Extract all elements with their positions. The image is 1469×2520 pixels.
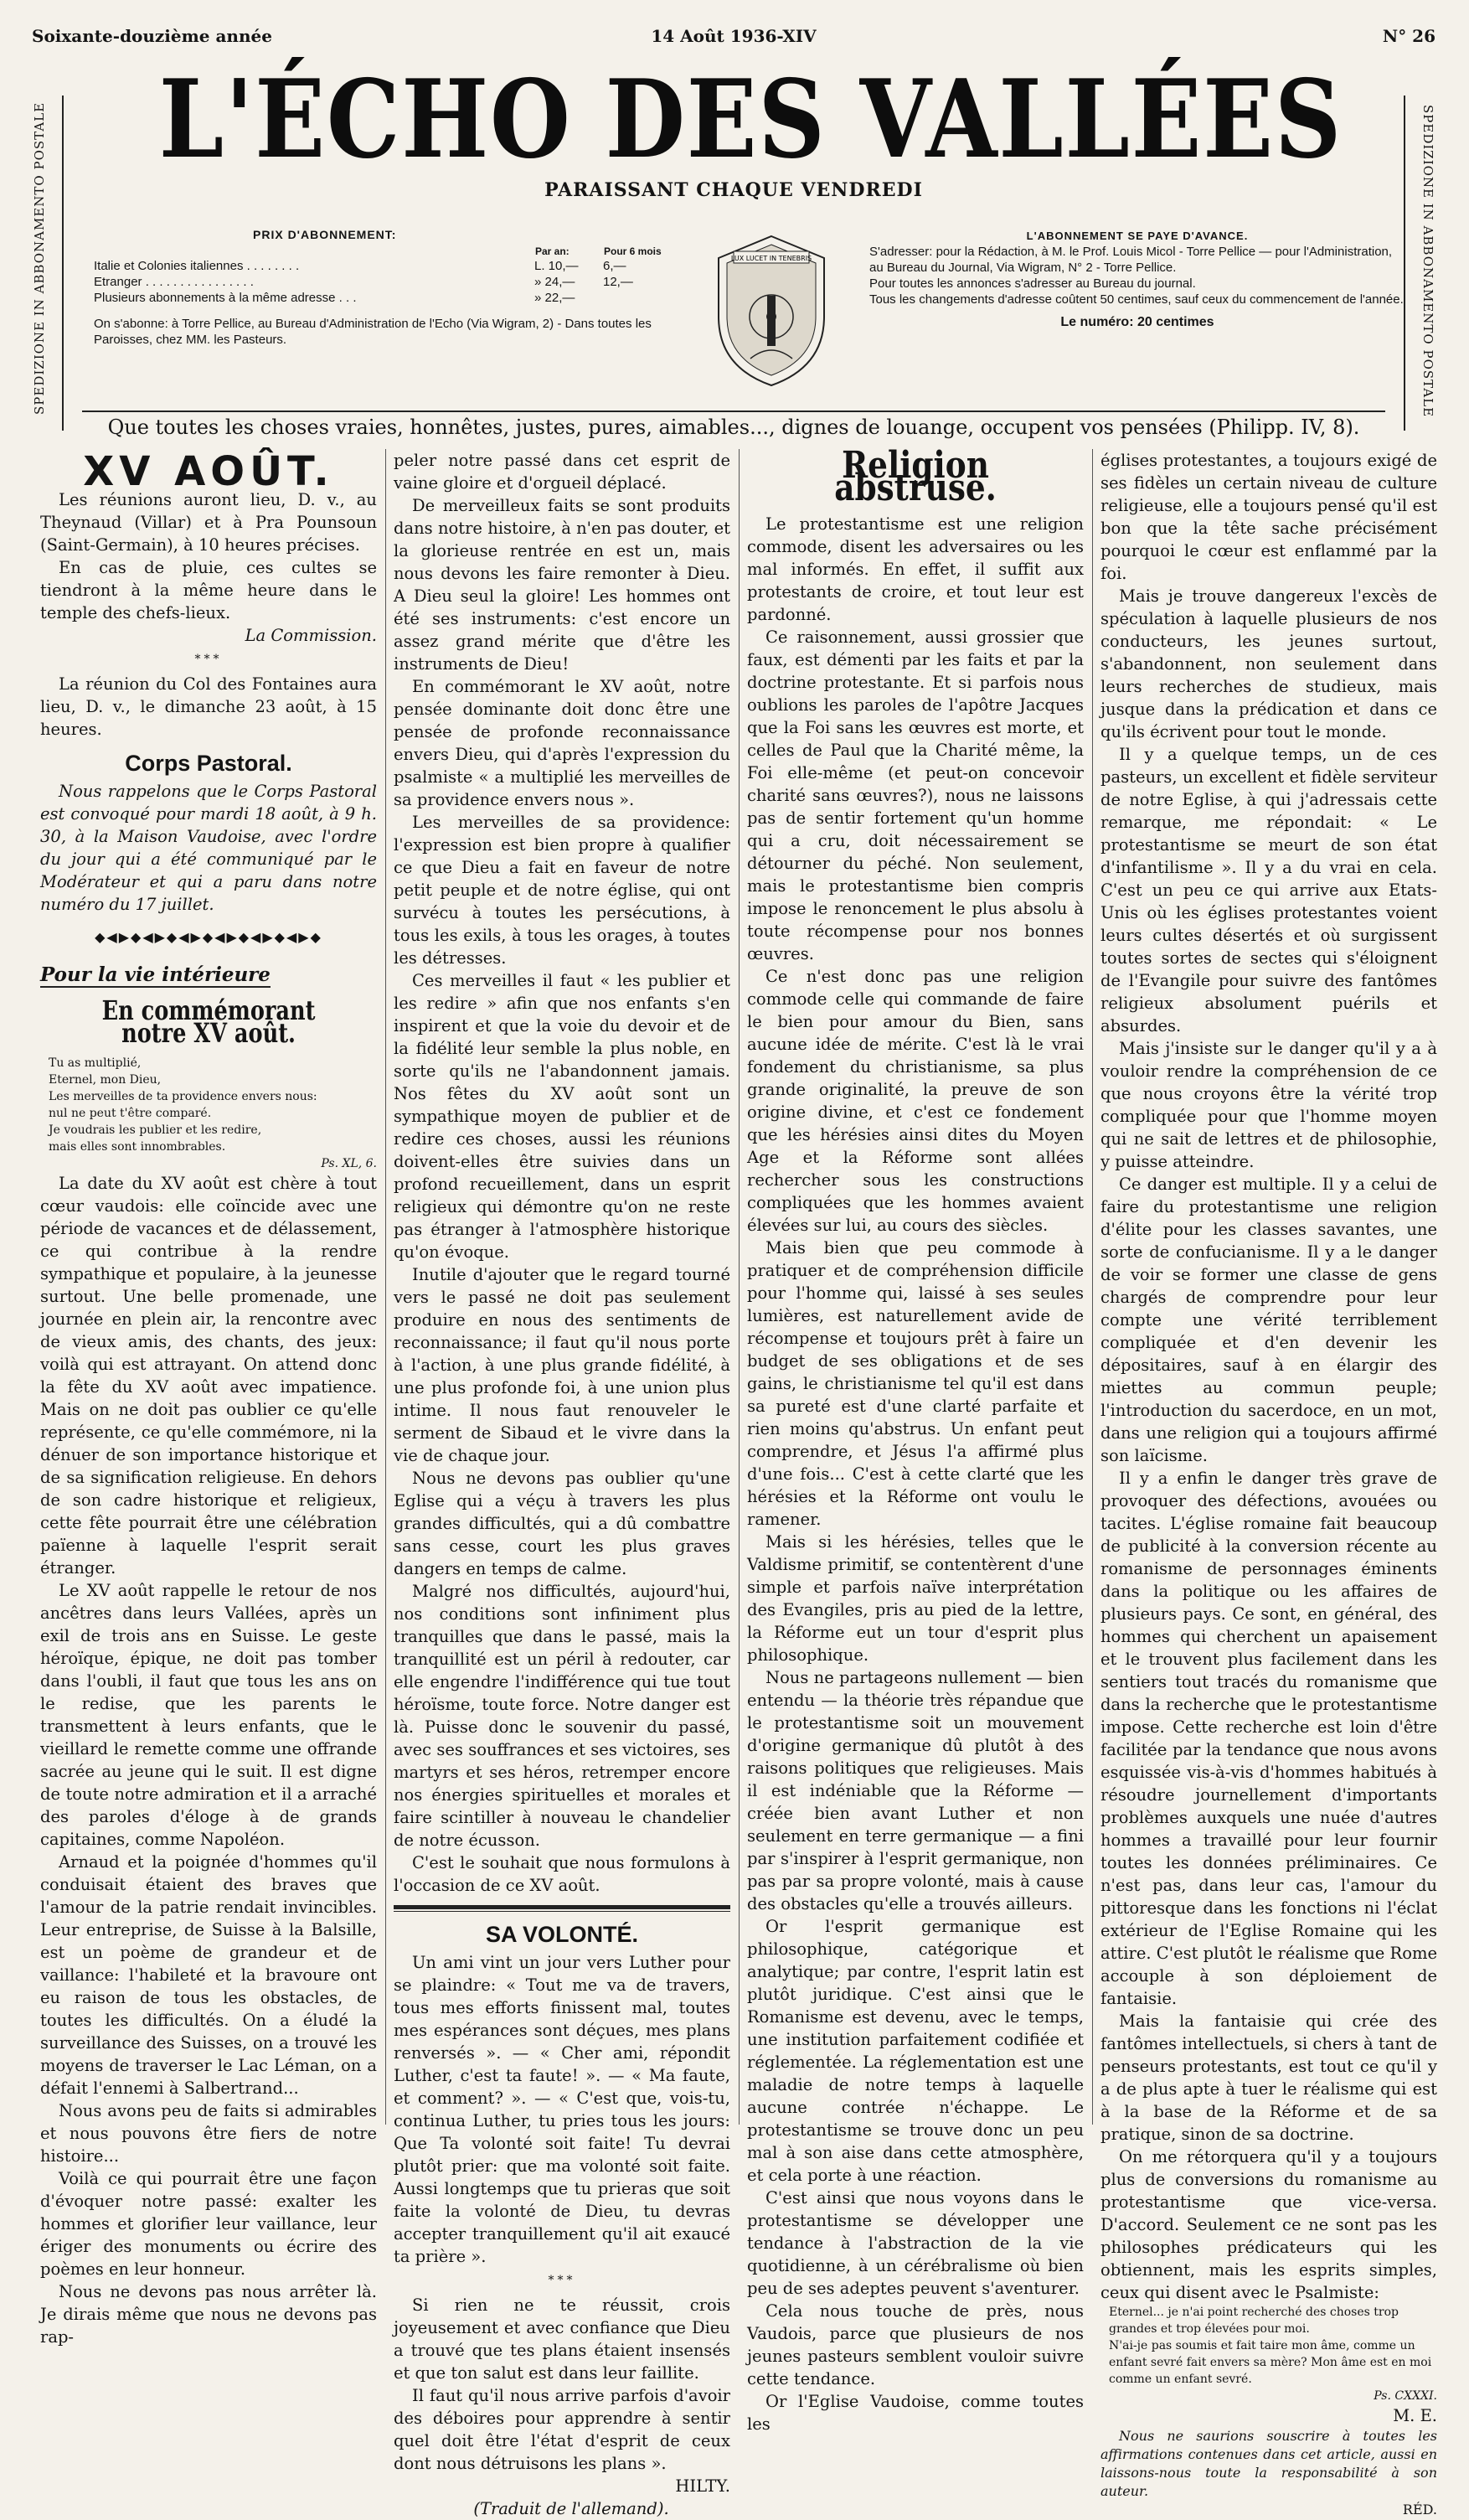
verse-reference: Ps. CXXXI.: [1374, 2389, 1437, 2403]
paragraph: La date du XV août est chère à tout cœur vaudois: elle coïncide avec une période de vacances et de délassement, ce qui contribue à la rendre sympathique et populaire, à la jeunesse surtout. Une belle promenade, une journée en plein air, la rencontre avec de vieux amis, des chants, des jeux: voilà qui est attrayant. On attend donc la fête du XV août avec impatience. Mais on ne doit pas oublier ce qu'elle représente, ce qu'elle commémore, ni la dénuer de son importance historique et de sa signification religieuse. En dehors de son cadre historique et religieux, cette fête pourrait être une célébration païenne à laquelle l'esprit serait étranger.: [40, 1174, 377, 1578]
verse-line: Je voudrais les publier et les redire,: [49, 1123, 262, 1137]
column-1: [40, 449, 377, 2348]
price-year: L. 10,—: [534, 259, 579, 273]
price-row: [94, 290, 672, 306]
paragraph: C'est le souhait que nous formulons à l'occasion de ce XV août.: [394, 1853, 730, 1895]
verse-line: nul ne peut t'être comparé.: [49, 1107, 212, 1120]
side-stamp-right: SPEDIZIONE IN ABBONAMENTO POSTALE: [1420, 104, 1435, 417]
separator-stars: ***: [194, 653, 223, 666]
column-rule: [385, 449, 386, 2125]
paragraph: Ce raisonnement, aussi grossier que faux, est démenti par les faits et par la doctrine protestante. Et si parfois nous oublions les paroles de l'apôtre Jacques que la Foi sans les œuvres est morte, et celles de Paul que la Charité même, la Foi elle-même (et peut-on concevoir charité sans œuvres?), nous ne laissons pas de sentir fortement qu'un homme qui a cru, doit nécessairement se détourner du péché. Non seulement, mais le protestantisme bien compris impose le renoncement le plus absolu à toute récompense pour nos bonnes œuvres.: [747, 627, 1084, 963]
verse-line: N'ai-je pas soumis et fait taire mon âme, comme un enfant sevré fait envers sa mère? Mon âme est en moi comme un enfant sevré.: [1109, 2339, 1432, 2386]
col-year: Par an:: [535, 245, 570, 257]
verse-quote: [1100, 2304, 1437, 2404]
section-kicker: Pour la vie intérieure: [40, 963, 271, 986]
paragraph: Un ami vint un jour vers Luther pour se plaindre: « Tout me va de travers, tous mes efforts finissent mal, toutes mes espérances sont déçues, mes plans renversés ». — « Cher ami, répondit Luther, c'est ta faute! ». — « Ma faute, et comment? ». — « C'est que, vois-tu, continua Luther, tu pries tous les jours: Que Ta volonté soit faite! Tu devrai plutôt prier: que ma volonté soit faite. Aussi longtemps que tu prieras que soit faite la volonté de Dieu, tu devras accepter tranquillement qu'il ait exaucé ta prière ».: [394, 1953, 730, 2266]
paragraph: Mais si les hérésies, telles que le Valdisme primitif, se contentèrent d'une simple et parfois naïve interprétation des Evangiles, pris au pied de la lettre, la Réforme eut un tour d'esprit plus philosophique.: [747, 1532, 1084, 1665]
separator-stars: ***: [548, 2274, 576, 2287]
article-title-sa-volonte: SA VOLONTÉ.: [485, 1922, 638, 1947]
col-half: Pour 6 mois: [604, 245, 662, 257]
article-title-commemorant: En commémorant notre XV août.: [101, 994, 316, 1049]
paragraph: Les merveilles de sa providence: l'expression est bien propre à qualifier ce que Dieu a fait en faveur de notre petit peuple et de notre église, qui ont survécu à toutes les persécutions, à tous les exils, à tous les orages, à toutes les détresses.: [394, 813, 730, 968]
advance-heading: L'ABONNEMENT SE PAYE D'AVANCE.: [1026, 230, 1249, 242]
paragraph: La réunion du Col des Fontaines aura lieu, D. v., le dimanche 23 août, à 15 heures.: [40, 674, 377, 739]
paragraph: C'est ainsi que nous voyons dans le protestantisme se développer une tendance à l'abstraction de la vie quotidienne, à un cérébralisme où bien peu de ses adeptes peuvent s'aventurer.: [747, 2188, 1084, 2298]
verse-line: Les merveilles de ta providence envers nous:: [49, 1090, 317, 1103]
column-4: [1100, 449, 1437, 2519]
newspaper-title: L'ÉCHO DES VALLÉES: [158, 57, 1343, 183]
paragraph: Il faut qu'il nous arrive parfois d'avoir des déboires pour apprendre à sentir quel doit être l'état d'esprit de ceux dont nous détruisons les plans ».: [394, 2386, 730, 2473]
address-text: S'adresser: pour la Rédaction, à M. le Prof. Louis Micol - Torre Pellice — pour l'Administration, au Bureau du Journal, Via Wigram, N° 2 - Torre Pellice.: [869, 245, 1393, 275]
year-label: Soixante-douzième année: [32, 26, 272, 46]
verse-line: Eternel, mon Dieu,: [49, 1073, 162, 1087]
price-half: 12,—: [603, 275, 633, 289]
paragraph: Mais bien que peu commode à pratiquer et de compréhension difficile pour l'homme qui, laissé à ses seules lumières, est naturellement avide de récompense et toujours prêt à faire un budget de ses obligations et de ses gains, le christianisme tel qu'il est dans sa pureté est d'une clarté parfaite et rien moins qu'abstrus. Un enfant peut comprendre, et Jésus l'a affirmé plus d'une fois... C'est à cette clarté que les hérésies et la Réforme ont voulu le ramener.: [747, 1238, 1084, 1529]
ornament-divider: ◆◀▶◆◀▶◆◀▶◆◀▶◆◀▶◆◀▶◆: [95, 929, 322, 945]
article-title-xv-aout: XV AOÛT.: [83, 448, 334, 495]
paragraph: églises protestantes, a toujours exigé de ses fidèles un certain niveau de culture religieuse, elle a toujours pensé qu'il est bon que la tête sache précisément pourquoi le cœur est enflammé par la foi.: [1100, 451, 1437, 583]
paragraph: Or l'Eglise Vaudoise, comme toutes les: [747, 2392, 1084, 2434]
top-line: [32, 22, 1435, 50]
section-divider: [394, 1905, 730, 1912]
column-rule: [739, 449, 740, 2125]
ads-text: Pour toutes les annonces s'adresser au Bureau du journal.: [869, 276, 1196, 291]
paragraph: Ce n'est donc pas une religion commode celle qui commande de faire le bien pour amour du Bien, sans aucune idée de mérite. C'est là le vrai fondement du christianisme, sa plus grande originalité, la preuve de son origine divine, et c'est ce fondement que les hérésies ainsi dites du Moyen Age et la Réforme sont allées rechercher sous les constructions compliquées que les hommes avaient élevées sur lui, au cours des siècles.: [747, 967, 1084, 1235]
price-year: » 24,—: [534, 275, 575, 289]
column-2: [394, 449, 730, 2520]
verse-quote: [40, 1055, 377, 1172]
changes-text: Tous les changements d'adresse coûtent 50 centimes, sauf ceux du commencement de l'année.: [869, 292, 1404, 307]
price-year: » 22,—: [534, 291, 575, 305]
verse-line: Eternel... je n'ai point recherché des choses trop grandes et trop élevées pour moi.: [1109, 2306, 1399, 2336]
signature: HILTY.: [675, 2476, 730, 2496]
verse-reference: Ps. XL, 6.: [321, 1157, 377, 1170]
subscription-heading: PRIX D'ABONNEMENT:: [253, 228, 397, 241]
subscription-band: [65, 228, 1402, 395]
column-3: [747, 444, 1084, 2435]
newspaper-page: [32, 22, 1437, 2518]
paragraph: Malgré nos difficultés, aujourd'hui, nos conditions sont infiniment plus tranquilles que dans le passé, mais la tranquillité est un péril à redouter, car elle engendre l'indifférence qui tue tout héroïsme, toute force. Notre danger est là. Puisse donc le souvenir du passé, avec ses souffrances et ses victoires, ses martyrs et ses héros, retremper encore nos énergies spirituelles et morales et faire scintiller à nouveau le chandelier de notre écusson.: [394, 1582, 730, 1850]
paragraph: Nous ne partageons nullement — bien entendu — la théorie très répandue que le protestantisme soit un mouvement d'origine germanique dû plutôt à des raisons politiques que religieuses. Mais il est indéniable que la Réforme — créée bien avant Luther et non seulement en terre germanique — a fini par s'inspirer à l'esprit germanique, non pas par sa propre volonté, mais à cause des obstacles qu'elle a trouvés ailleurs.: [747, 1668, 1084, 1913]
paragraph: Mais je trouve dangereux l'excès de spéculation à laquelle plusieurs de nos conducteurs, les jeunes surtout, s'abandonnent, non seulement dans leurs recherches de studieux, mais jusque dans la prédication et dans ce qu'ils écrivent pour tout le monde.: [1100, 586, 1437, 741]
price-row: [94, 274, 672, 290]
article-title-religion-abstruse: Religion abstruse.: [834, 444, 997, 509]
subscription-info: [869, 228, 1405, 330]
subscription-prices: [94, 228, 672, 348]
paragraph: Nous avons peu de faits si admirables et nous pouvons être fiers de notre histoire...: [40, 2101, 377, 2166]
motto: Que toutes les choses vraies, honnêtes, justes, pures, aimables..., dignes de louange, occupent vos pensées (Philipp. IV, 8).: [82, 411, 1385, 444]
price-row: [94, 258, 672, 274]
side-stamp-left: SPEDIZIONE IN ABBONAMENTO POSTALE: [32, 101, 47, 415]
price-half: [603, 290, 672, 306]
paragraph: De merveilleux faits se sont produits dans notre histoire, à n'en pas douter, et la glorieuse rentrée en est un, mais nous devons les faire remonter à Dieu. A Dieu seul la gloire! Les hommes ont été ses instruments: c'est encore un assez grand mérite que d'être les instruments de Dieu!: [394, 496, 730, 674]
left-border: [62, 96, 64, 431]
paragraph: Nous rappelons que le Corps Pastoral est convoqué pour mardi 18 août, à 9 h. 30, à la Maison Vaudoise, avec l'ordre du jour qui a été communiqué par le Modérateur et qui a paru dans notre numéro du 17 juillet.: [40, 782, 377, 914]
price-label: Plusieurs abonnements à la même adresse . . .: [94, 291, 357, 305]
paragraph: Si rien ne te réussit, crois joyeusement et avec confiance que Dieu a trouvé que tes plans étaient insensés et que ton salut est dans leur faillite.: [394, 2295, 730, 2383]
paragraph: Cela nous touche de près, nous Vaudois, parce que plusieurs de nos jeunes pasteurs semblent vouloir suivre cette tendance.: [747, 2301, 1084, 2388]
masthead: [65, 57, 1402, 204]
price-issue: Le numéro: 20 centimes: [1060, 315, 1214, 329]
signature: La Commission.: [245, 626, 377, 645]
paragraph: Mais la fantaisie qui crée des fantômes intellectuels, si chers à tant de penseurs protestants, est tout ce qu'il y a de plus apte à tuer le réalisme qui est à la base de la Réforme et de sa pratique, sinon de sa doctrine.: [1100, 2011, 1437, 2144]
paragraph: Le XV août rappelle le retour de nos ancêtres dans leurs Vallées, après un exil de trois ans en Suisse. Le geste héroïque, épique, ne doit pas tomber dans l'oubli, il faut que tous les ans on le redise, que les parents le transmettent à leurs enfants, que le vieillard le remette comme une offrande sacrée au jeune qui le suit. Il est digne de toute notre admiration et il a arraché des paroles d'éloge à de grands capitaines, comme Napoléon.: [40, 1581, 377, 1849]
price-half: 6,—: [603, 259, 626, 273]
price-label: Italie et Colonies italiennes . . . . . . . .: [94, 259, 300, 273]
paragraph: Nous ne devons pas oublier qu'une Eglise qui a véçu à travers les plus grandes difficultés, qui a dû combattre sans cesse, court les plus graves dangers en temps de calme.: [394, 1469, 730, 1578]
paragraph: Nous ne devons pas nous arrêter là. Je dirais même que nous ne devons pas rap-: [40, 2282, 377, 2347]
paragraph: Mais j'insiste sur le danger qu'il y a à vouloir rendre la compréhension de ce que nous croyons être la vérité trop compliquée pour que l'homme moyen qui ne sait de lettres et de philosophie, y puisse atteindre.: [1100, 1039, 1437, 1171]
paragraph: Or l'esprit germanique est philosophique, catégorique et analytique; par contre, l'esprit latin est plutôt juridique. C'est ainsi que le Romanisme est devenu, avec le temps, une institution parfaitement codifiée et réglementée. La réglementation est une maladie de notre temps à laquelle aucune contrée n'échappe. Le protestantisme se trouve donc un peu mal à son aise dans cette atmosphère, et cela porte à une réaction.: [747, 1917, 1084, 2185]
paragraph: Il y a quelque temps, un de ces pasteurs, un excellent et fidèle serviteur de notre Eglise, à qui j'adressais cette remarque, me répondait: « Le protestantisme se meurt de son état d'infantilisme ». Il y a du vrai en cela. C'est un peu ce qui arrive aux Etats-Unis où les églises protestantes voient leurs cultes désertés et où surgissent toutes sortes de sectes qui s'éloignent de l'Evangile pour suivre des fantômes religieux absolument puérils et absurdes.: [1100, 745, 1437, 1035]
issue-number: N° 26: [1382, 26, 1435, 46]
translation-note: (Traduit de l'allemand).: [473, 2499, 669, 2518]
price-table: [94, 245, 672, 306]
paragraph: Les réunions auront lieu, D. v., au Theynaud (Villar) et à Pra Pounsoun (Saint-Germain), à 10 heures précises.: [40, 490, 377, 555]
paragraph: Ce danger est multiple. Il y a celui de faire du protestantisme une religion d'élite pour les classes savantes, une sorte de confucianisme. Il y a le danger de voir se former une classe de gens chargés de comprendre pour leur compte une vérité terriblement compliquée et d'en devenir les dépositaires, sauf à en élargir des miettes au commun peuple; l'introduction du sacerdoce, en un mot, dans une religion qui a toujours affirmé son laïcisme.: [1100, 1175, 1437, 1465]
paragraph: Arnaud et la poignée d'hommes qu'il conduisait étaient des braves que l'amour de la patrie rendait invincibles. Leur entreprise, de Suisse à la Balsille, est un poème de grandeur et de vaillance: l'habileté et la bravoure ont eu raison de tous les obstacles, de toutes les difficultés. On a éludé la surveillance des Suisses, on a trouvé les moyens de traverser le Lac Léman, on a défait l'ennemi à Salbertrand...: [40, 1852, 377, 2098]
paragraph: Le protestantisme est une religion commode, disent les adversaires ou les mal informés. En effet, il suffit aux protestants de croire, et tout leur est pardonné.: [747, 514, 1084, 624]
paragraph: Inutile d'ajouter que le regard tourné vers le passé ne doit pas seulement produire en nous des sentiments de reconnaissance; il faut qu'il nous porte à l'action, à une plus grande fidélité, à une plus profonde foi, à une union plus intime. Il nous faut renouveler le serment de Sibaud et le vivre dans la vie de chaque jour.: [394, 1265, 730, 1465]
emblem-motto: LUX LUCET IN TENEBRIS: [730, 255, 812, 262]
issue-date: 14 Août 1936-XIV: [651, 26, 817, 46]
editor-note: Nous ne saurions souscrire à toutes les affirmations contenues dans cet article, aussi en laissons-nous toute la responsabilité à son auteur.: [1100, 2428, 1437, 2499]
verse-line: mais elles sont innombrables.: [49, 1140, 226, 1154]
waldensian-emblem-icon: [709, 233, 834, 388]
paragraph: Ces merveilles il faut « les publier et les redire » afin que nos enfants s'en inspirent et que la voie du devoir et de la fidélité leur semble la plus noble, en sorte qu'ils ne l'abandonnent jamais. Nos fêtes du XV août sont un sympathique moyen de publier et de redire ces choses, aussi les réunions doivent-elles être suivies dans un profond recueillement, dans un esprit religieux qui démontre qu'on ne reste pas étranger à l'atmosphère historique qu'on évoque.: [394, 971, 730, 1262]
column-rule: [1092, 449, 1093, 2125]
paragraph: En commémorant le XV août, notre pensée dominante doit donc être une pensée de profonde reconnaissance envers Dieu, qui d'après l'expression du psalmiste « a multiplié les merveilles de sa providence envers nous ».: [394, 677, 730, 809]
paragraph: Il y a enfin le danger très grave de provoquer des défections, avouées ou tacites. L'église romaine fait beaucoup de publicité à la conversion récente au romanisme de personnages éminents dans la politique ou les affaires de plusieurs pays. Ce sont, en général, des hommes qui cherchent un apaisement et le trouvent plus facilement dans les sentiers tout tracés du romanisme que dans la recherche que le protestantisme impose. Cette recherche est loin d'être facilitée par la tendance que nous avons esquissée vis-à-vis d'hommes habitués à résoudre journellement d'importants problèmes auxquels une nuée d'autres hommes a travaillé pour leur fournir toutes les données préliminaires. Ce n'est pas, dans leur cas, l'amour du pittoresque dans les fonctions ni l'éclat extérieur de l'Eglise Romaine qui les attire. C'est plutôt le réalisme que Rome accouple à son déploiement de fantaisie.: [1100, 1469, 1437, 2008]
paragraph: On me rétorquera qu'il y a toujours plus de conversions du romanisme au protestantisme que vice-versa. D'accord. Seulement ce ne sont pas les philosophes prédicateurs qui les obtiennent, mais les esprits simples, ceux qui disent avec le Psalmiste:: [1100, 2147, 1437, 2302]
signature: M. E.: [1393, 2406, 1437, 2425]
paragraph: En cas de pluie, ces cultes se tiendront à la même heure dans le temple des chefs-lieux.: [40, 558, 377, 622]
newspaper-subtitle: PARAISSANT CHAQUE VENDREDI: [544, 179, 923, 201]
verse-line: Tu as multiplié,: [49, 1056, 142, 1070]
paragraph: Voilà ce qui pourrait être une façon d'évoquer notre passé: exalter les hommes et glorifier leur vaillance, leur ériger des monuments ou écrire des poèmes en leur honneur.: [40, 2169, 377, 2279]
subscription-note: On s'abonne: à Torre Pellice, au Bureau d'Administration de l'Echo (Via Wigram, 2) - Dans toutes les Paroisses, chez MM. les Pasteurs.: [94, 317, 652, 347]
paragraph: peler notre passé dans cet esprit de vaine gloire et d'orgueil déplacé.: [394, 451, 730, 493]
editor-signature: RÉD.: [1402, 2502, 1437, 2517]
price-label: Etranger . . . . . . . . . . . . . . . .: [94, 275, 254, 289]
article-title-corps-pastoral: Corps Pastoral.: [125, 751, 292, 776]
